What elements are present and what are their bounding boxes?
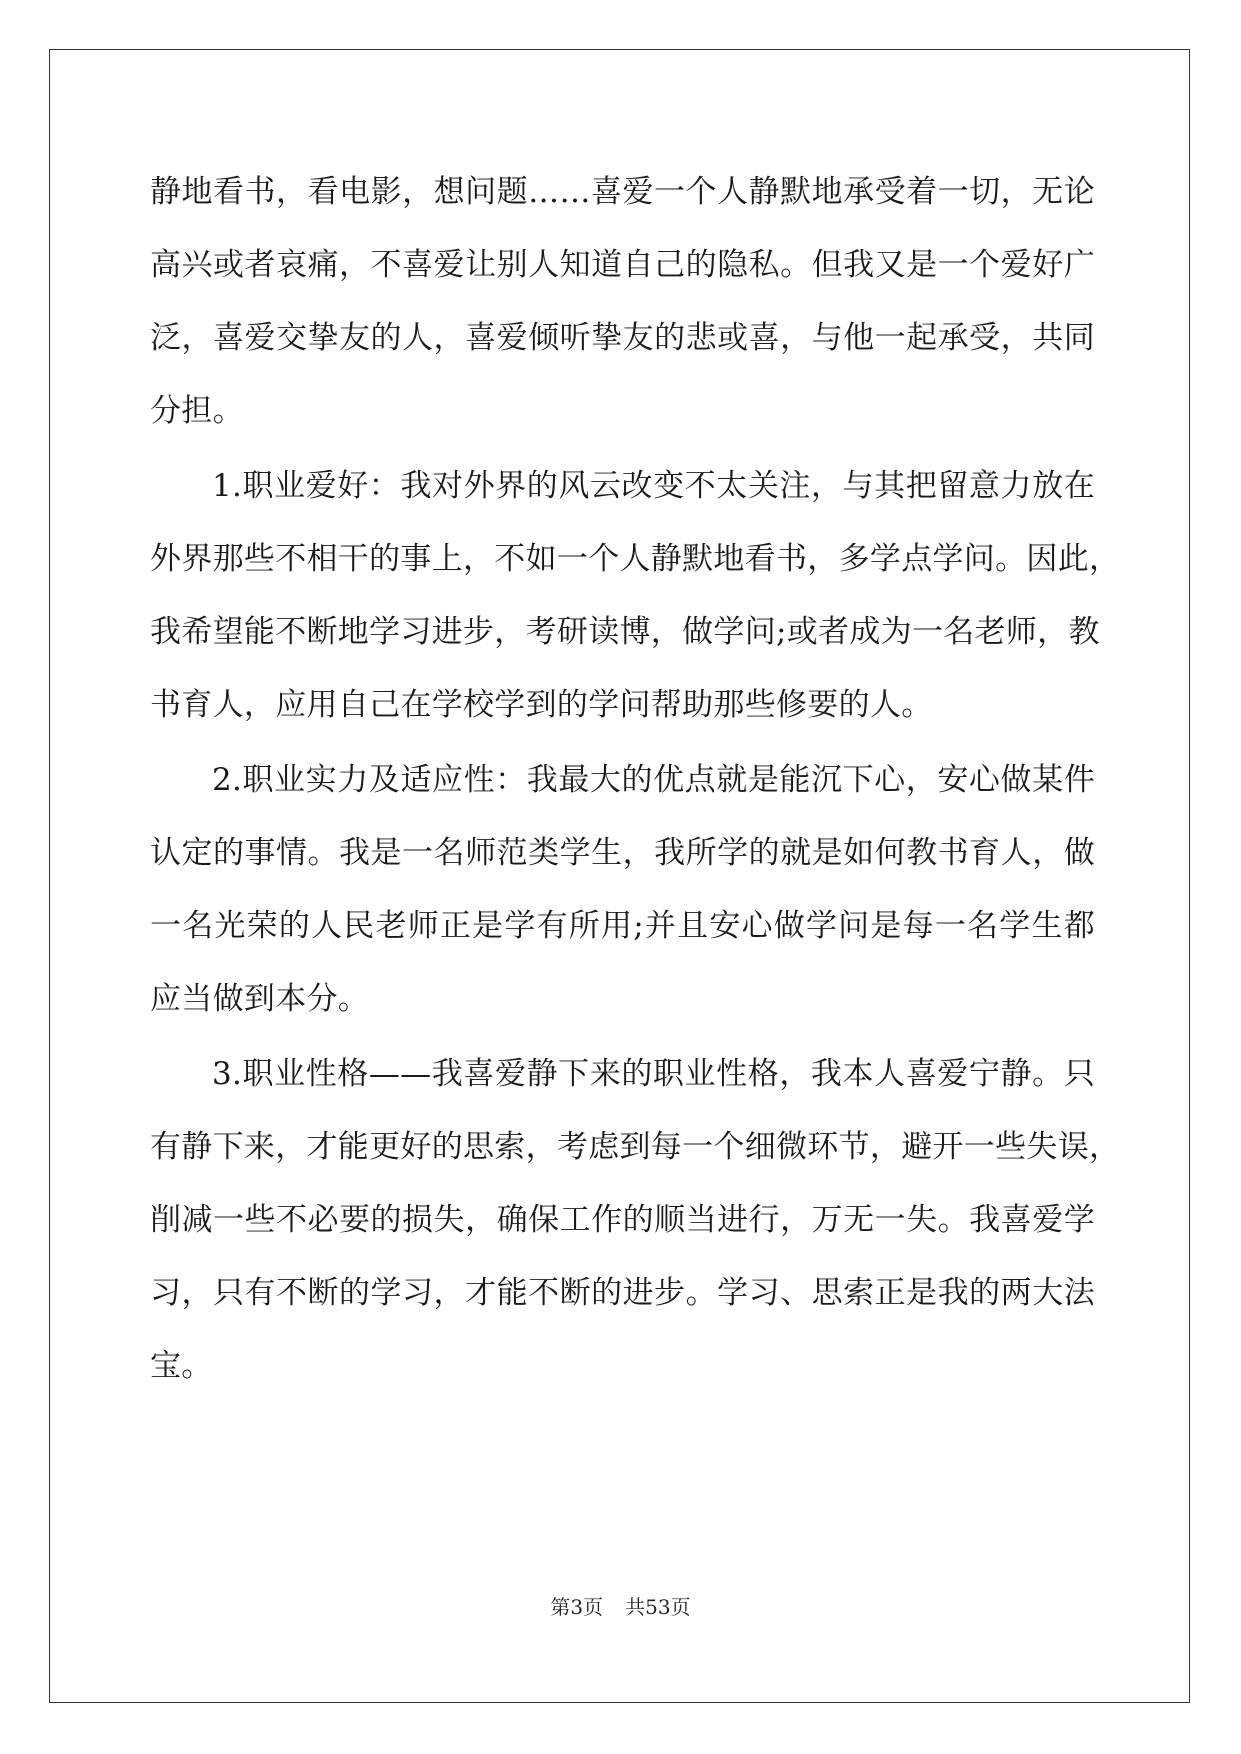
text-line: 宝。 xyxy=(150,1348,213,1384)
page-total: 共53页 xyxy=(625,1595,691,1619)
text-line: 认定的事情。我是一名师范类学生，我所学的就是如何教书育人，做 xyxy=(150,835,1095,871)
text-line: 外界那些不相干的事上，不如一个人静默地看书，多学点学问。因此， xyxy=(150,541,1121,577)
text-line: 高兴或者哀痛，不喜爱让别人知道自己的隐私。但我又是一个爱好广 xyxy=(150,247,1095,283)
text-line: 应当做到本分。 xyxy=(150,981,370,1017)
text-line: 一名光荣的人民老师正是学有所用;并且安心做学问是每一名学生都 xyxy=(150,908,1095,944)
text-line: 静地看书，看电影，想问题……喜爱一个人静默地承受着一切，无论 xyxy=(150,174,1095,210)
text-line: 习，只有不断的学习，才能不断的进步。学习、思索正是我的两大法 xyxy=(150,1275,1095,1311)
page-frame xyxy=(49,49,1190,1703)
page-footer xyxy=(0,1593,1241,1621)
text-line: 有静下来，才能更好的思索，考虑到每一个细微环节，避开一些失误， xyxy=(150,1129,1121,1165)
text-line: 削减一些不必要的损失，确保工作的顺当进行，万无一失。我喜爱学 xyxy=(150,1202,1095,1238)
text-line: 书育人，应用自己在学校学到的学问帮助那些修要的人。 xyxy=(150,687,933,723)
paragraph-first-line: 3.职业性格——我喜爱静下来的职业性格，我本人喜爱宁静。只 xyxy=(212,1056,1095,1092)
page-number: 第3页 xyxy=(550,1595,604,1619)
text-line: 分担。 xyxy=(150,393,244,429)
paragraph-first-line: 2.职业实力及适应性：我最大的优点就是能沉下心，安心做某件 xyxy=(212,762,1095,798)
paragraph-first-line: 1.职业爱好：我对外界的风云改变不太关注，与其把留意力放在 xyxy=(212,468,1095,504)
text-line: 泛，喜爱交挚友的人，喜爱倾听挚友的悲或喜，与他一起承受，共同 xyxy=(150,320,1095,356)
text-line: 我希望能不断地学习进步，考研读博，做学问;或者成为一名老师，教 xyxy=(150,614,1100,650)
